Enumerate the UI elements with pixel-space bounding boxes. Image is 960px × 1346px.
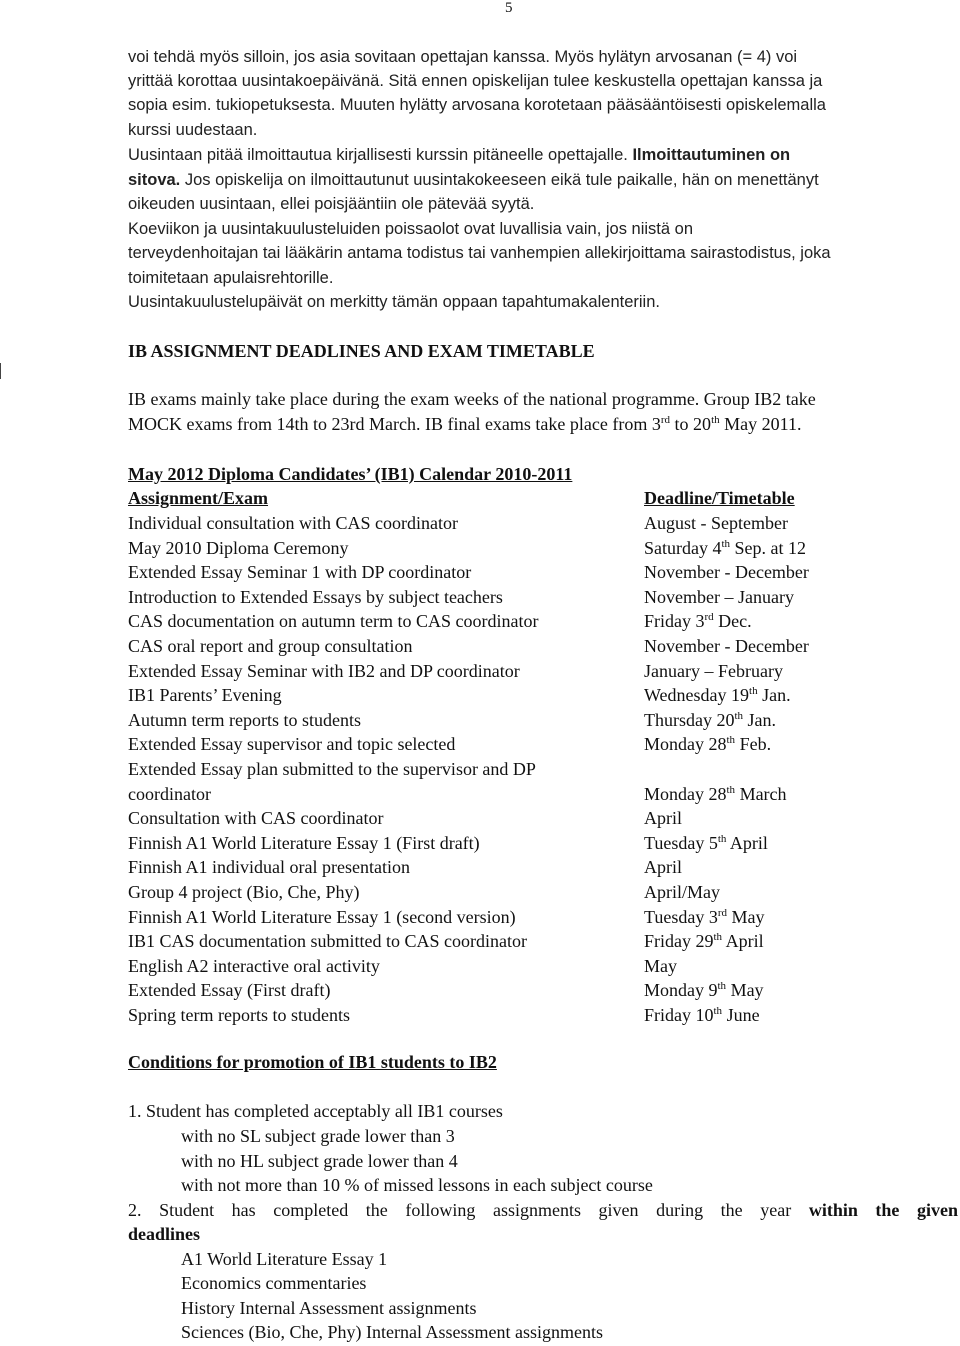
calendar-item: May 2010 Diploma Ceremony (128, 538, 349, 558)
condition-bold-line: deadlines (128, 1224, 201, 1244)
finnish-line: oikeuden uusintaan, ellei poisjääntiin ole pätevää syytä. (128, 195, 535, 213)
calendar-title: May 2012 Diploma Candidates’ (IB1) Calendar 2010-2011 (128, 464, 573, 484)
calendar-deadline (644, 511, 954, 536)
deadline-text: November - December (644, 636, 809, 656)
deadline-text: March (735, 784, 787, 804)
deadline-text: April (644, 808, 682, 828)
calendar-deadline (644, 806, 954, 831)
ib-intro-text: May 2011. (719, 414, 802, 434)
condition-subitem: with not more than 10 % of missed lessons in each subject course (181, 1175, 653, 1195)
calendar-deadline (644, 609, 954, 634)
calendar-deadline (644, 831, 954, 856)
deadline-text: Friday 10 (644, 1005, 714, 1025)
calendar-deadline (644, 954, 954, 979)
deadline-text: May (726, 980, 764, 1000)
superscript: th (711, 414, 720, 426)
calendar-deadline (644, 634, 954, 659)
calendar-item: Finnish A1 individual oral presentation (128, 857, 410, 877)
condition-subitem: with no SL subject grade lower than 3 (181, 1126, 455, 1146)
finnish-bold-text: Ilmoittautuminen on (632, 146, 791, 164)
finnish-bold-text: sitova. (128, 171, 181, 189)
superscript: th (717, 833, 727, 845)
finnish-text: Jos opiskelija on ilmoittautunut uusintakokeeseen eikä tule paikalle, hän on menettänyt (184, 171, 819, 189)
calendar-deadline (644, 782, 954, 807)
condition-subitem: with no HL subject grade lower than 4 (181, 1151, 458, 1171)
deadline-text: August - September (644, 513, 788, 533)
deadline-text: May (644, 956, 677, 976)
deadline-text: January – February (644, 661, 783, 681)
ib-intro-line (128, 412, 801, 437)
superscript: th (726, 734, 736, 746)
calendar-item: Extended Essay (First draft) (128, 980, 331, 1000)
ib-intro-line: IB exams mainly take place during the exam weeks of the national programme. Group IB2 take (128, 389, 816, 409)
condition-subitem: Economics commentaries (181, 1273, 367, 1293)
calendar-item: Consultation with CAS coordinator (128, 808, 384, 828)
column-header-deadline: Deadline/Timetable (644, 488, 795, 508)
condition-subitem: Sciences (Bio, Che, Phy) Internal Assessment assignments (181, 1322, 603, 1342)
calendar-deadline (644, 732, 954, 757)
page-number: 5 (505, 0, 513, 16)
calendar-item: Spring term reports to students (128, 1005, 350, 1025)
calendar-item: Introduction to Extended Essays by subject teachers (128, 587, 503, 607)
ib-intro-text: MOCK exams from 14th to 23rd March. IB final exams take place from 3 (128, 414, 661, 434)
calendar-item: Finnish A1 World Literature Essay 1 (First draft) (128, 833, 480, 853)
calendar-item: Extended Essay supervisor and topic selected (128, 734, 456, 754)
conditions-heading: Conditions for promotion of IB1 students to IB2 (128, 1052, 497, 1072)
superscript: th (734, 710, 744, 722)
condition-subitem: A1 World Literature Essay 1 (181, 1249, 388, 1269)
superscript: th (713, 1005, 723, 1017)
ib-heading: IB ASSIGNMENT DEADLINES AND EXAM TIMETABLE (128, 341, 595, 361)
deadline-text: Jan. (757, 685, 791, 705)
deadline-text: April (644, 857, 682, 877)
finnish-line: Koeviikon ja uusintakuulusteluiden poissaolot ovat luvallisia vain, jos niistä on (128, 220, 694, 238)
superscript: th (717, 980, 727, 992)
deadline-text: Sep. at 12 (730, 538, 807, 558)
superscript: rd (717, 907, 728, 919)
superscript: th (713, 931, 723, 943)
column-header-assignment: Assignment/Exam (128, 488, 269, 508)
deadline-text: Thursday 20 (644, 710, 735, 730)
deadline-text: Saturday 4 (644, 538, 722, 558)
calendar-item: Autumn term reports to students (128, 710, 361, 730)
deadline-text: Feb. (735, 734, 772, 754)
deadline-text: November - December (644, 562, 809, 582)
deadline-text: Wednesday 19 (644, 685, 750, 705)
calendar-item: Group 4 project (Bio, Che, Phy) (128, 882, 360, 902)
calendar-deadline (644, 929, 954, 954)
superscript: rd (660, 414, 671, 426)
finnish-line: terveydenhoitajan tai lääkärin antama todistus tai vanhempien allekirjoittama sairastodistus, joka (128, 244, 831, 262)
calendar-deadline (644, 683, 954, 708)
condition-subitem: History Internal Assessment assignments (181, 1298, 477, 1318)
deadline-text: April (722, 931, 764, 951)
finnish-line (128, 143, 948, 168)
calendar-deadline (644, 1003, 954, 1028)
calendar-deadline (644, 855, 954, 880)
finnish-line: sopia esim. tukiopetuksesta. Muuten hylätty arvosana korotetaan pääsääntöisesti opiskelemalla (128, 96, 826, 114)
calendar-deadline (644, 880, 954, 905)
calendar-deadline (644, 585, 954, 610)
condition-item: 1. Student has completed acceptably all IB1 courses (128, 1101, 503, 1121)
calendar-item: CAS oral report and group consultation (128, 636, 413, 656)
calendar-item: CAS documentation on autumn term to CAS coordinator (128, 611, 539, 631)
calendar-item: Extended Essay plan submitted to the supervisor and DP (128, 759, 536, 779)
calendar-item: English A2 interactive oral activity (128, 956, 380, 976)
finnish-text: Uusintaan pitää ilmoittautua kirjallisesti kurssin pitäneelle opettajalle. (128, 146, 628, 164)
deadline-text: April/May (644, 882, 720, 902)
ib-intro-text: to 20 (670, 414, 712, 434)
calendar-deadline (644, 560, 954, 585)
deadline-text: Friday 3 (644, 611, 705, 631)
deadline-text: Jan. (743, 710, 777, 730)
calendar-deadline (644, 978, 954, 1003)
deadline-text: Tuesday 5 (644, 833, 718, 853)
deadline-text: Tuesday 3 (644, 907, 718, 927)
calendar-item: Extended Essay Seminar 1 with DP coordinator (128, 562, 472, 582)
calendar-deadline (644, 536, 954, 561)
calendar-item: IB1 CAS documentation submitted to CAS coordinator (128, 931, 527, 951)
finnish-line: voi tehdä myös silloin, jos asia sovitaan opettajan kanssa. Myös hylätyn arvosanan (= 4) voi (128, 48, 798, 66)
superscript: th (749, 685, 758, 697)
superscript: th (721, 538, 731, 550)
deadline-text: Monday 9 (644, 980, 718, 1000)
calendar-item: Extended Essay Seminar with IB2 and DP coordinator (128, 661, 520, 681)
margin-mark (0, 363, 1, 379)
finnish-line: toimitetaan apulaisrehtorille. (128, 269, 334, 287)
superscript: rd (704, 611, 714, 623)
deadline-text: April (726, 833, 768, 853)
finnish-line: kurssi uudestaan. (128, 121, 258, 139)
finnish-line: Uusintakuulustelupäivät on merkitty tämän oppaan tapahtumakalenteriin. (128, 293, 660, 311)
calendar-item: Individual consultation with CAS coordinator (128, 513, 458, 533)
deadline-text: June (722, 1005, 760, 1025)
deadline-text: May (727, 907, 765, 927)
deadline-text: Monday 28 (644, 784, 727, 804)
calendar-item: coordinator (128, 784, 211, 804)
calendar-deadline (644, 659, 954, 684)
deadline-text: Dec. (713, 611, 752, 631)
deadline-text: Monday 28 (644, 734, 727, 754)
calendar-item: IB1 Parents’ Evening (128, 685, 282, 705)
deadline-text: November – January (644, 587, 794, 607)
calendar-item: Finnish A1 World Literature Essay 1 (second version) (128, 907, 516, 927)
finnish-line (128, 168, 948, 193)
calendar-deadline (644, 708, 954, 733)
deadline-text: Friday 29 (644, 931, 714, 951)
condition-item (128, 1198, 958, 1223)
finnish-line: yrittää korottaa uusintakoepäivänä. Sitä ennen opiskelijan tulee keskustella opettajan kanssa ja (128, 72, 823, 90)
condition-bold-text: within the given (808, 1200, 959, 1220)
calendar-deadline (644, 905, 954, 930)
superscript: th (726, 784, 736, 796)
condition-text: 2. Student has completed the following assignments given during the year (128, 1200, 792, 1220)
